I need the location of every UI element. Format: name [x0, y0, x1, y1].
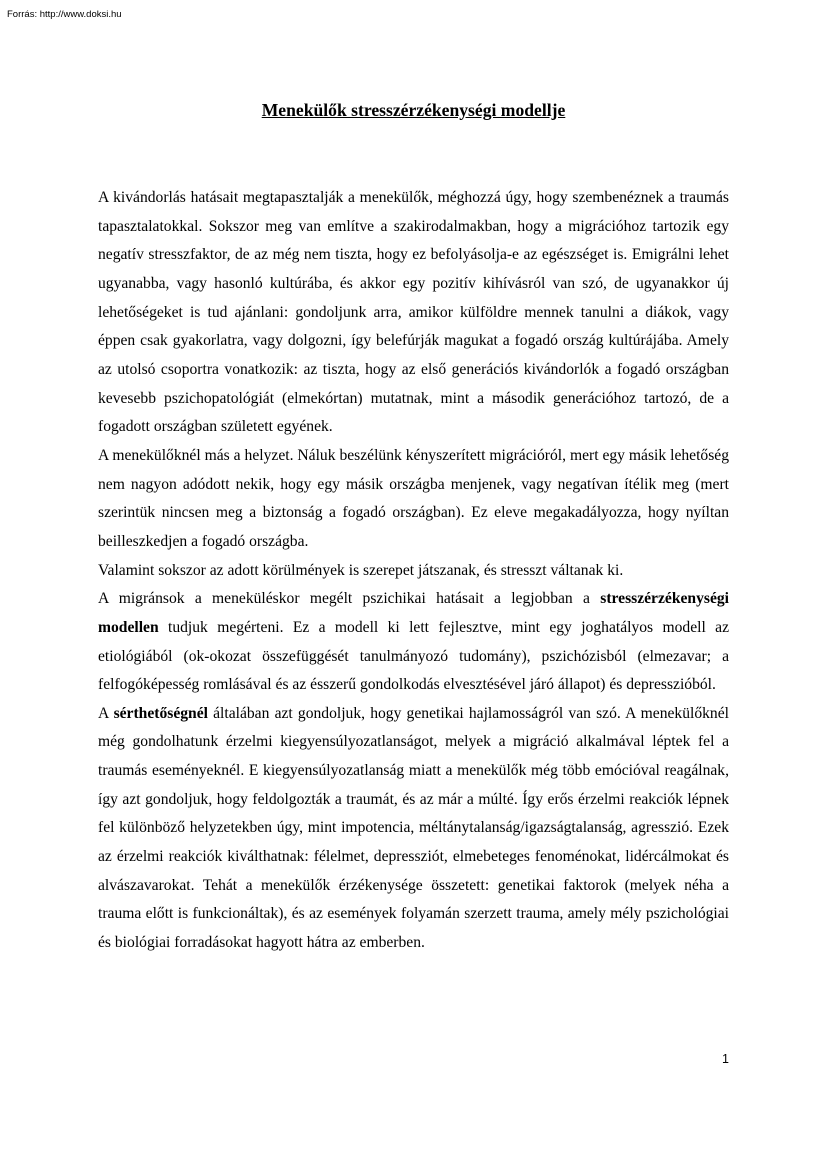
- paragraph-text: Valamint sokszor az adott körülmények is szerepet játszanak, és stresszt váltanak ki.: [98, 561, 624, 579]
- paragraph-text: A migránsok a meneküléskor megélt pszichikai hatásait a legjobban a: [98, 590, 601, 608]
- paragraph-1: [98, 184, 729, 442]
- page-number: 1: [722, 1052, 729, 1066]
- bold-term-vulnerability: sérthetőségnél: [113, 704, 208, 722]
- paragraph-text: A menekülőknél más a helyzet. Náluk beszélünk kényszerített migrációról, mert egy másik lehetőség nem nagyon adódott nekik, hogy egy másik országba menjenek, vagy negatívan ítélik meg (mert szerintük nincsen meg a biztonság a fogadó országban). Ez eleve megakadályozza, hogy nyíltan beilleszkedjen a fogadó országba.: [98, 446, 729, 550]
- paragraph-text: A: [98, 704, 114, 722]
- page-title: Menekülők stresszérzékenységi modellje: [261, 100, 566, 120]
- bold-term-stress-sensitivity-model: stresszérzékenységi modellen: [98, 590, 729, 636]
- paragraph-3: [98, 557, 729, 586]
- paragraph-5: [98, 700, 729, 958]
- source-url: Forrás: http://www.doksi.hu: [7, 9, 122, 20]
- paragraph-text: általában azt gondoljuk, hogy genetikai hajlamosságról van szó. A menekülőknél még gondolhatunk érzelmi kiegyensúlyozatlanságot, melyek a migráció alkalmával léptek fel a traumás eseményeknél. E kiegyensúlyozatlanság miatt a menekülők még több emócióval reagálnak, így azt gondoljuk, hogy feldolgozták a traumát, és az már a múlté. Így erős érzelmi reakciók lépnek fel különböző helyzetekben úgy, mint impotencia, méltánytalanság/igazságtalanság, agresszió. Ezek az érzelmi reakciók kiválthatnak: félelmet, depressziót, elmebeteges fenoménokat, lidércálmokat és alvászavarokat. Tehát a menekülők érzékenysége összetett: genetikai faktorok (melyek néha a trauma előtt is funkcionáltak), és az események folyamán szerzett trauma, amely mély pszichológiai és biológiai forradásokat hagyott hátra az emberben.: [98, 704, 729, 952]
- paragraph-text: tudjuk megérteni. Ez a modell ki lett fejlesztve, mint egy joghatályos modell az etiológiából (ok-okozat összefüggését tanulmányozó tudomány), pszichózisból (elmezavar; a felfogóképesség romlásával és az ésszerű gondolkodás elvesztésével járó állapot) és depresszióból.: [98, 618, 729, 694]
- paragraph-2: [98, 442, 729, 557]
- paragraph-text: A kivándorlás hatásait megtapasztalják a menekülők, méghozzá úgy, hogy szembenéznek a traumás tapasztalatokkal. Sokszor meg van említve a szakirodalmakban, hogy a migrációhoz tartozik egy negatív stresszfaktor, de az még nem tiszta, hogy ez befolyásolja-e az egészséget is. Emigrálni lehet ugyanabba, vagy hasonló kultúrába, és akkor egy pozitív kihívásról van szó, de ugyanakkor új lehetőségeket is tud ajánlani: gondoljunk arra, amikor külföldre mennek tanulni a diákok, vagy éppen csak gyakorlatra, vagy dolgozni, így belefúrják magukat a fogadó ország kultúrájába. Amely az utolsó csoportra vonatkozik: az tiszta, hogy az első generációs kivándorlók a fogadó országban kevesebb pszichopatológiát (elmekórtan) mutatnak, mint a második generációhoz tartozó, de a fogadott országban született egyének.: [98, 189, 729, 436]
- document-body: [98, 184, 729, 958]
- paragraph-4: [98, 585, 729, 700]
